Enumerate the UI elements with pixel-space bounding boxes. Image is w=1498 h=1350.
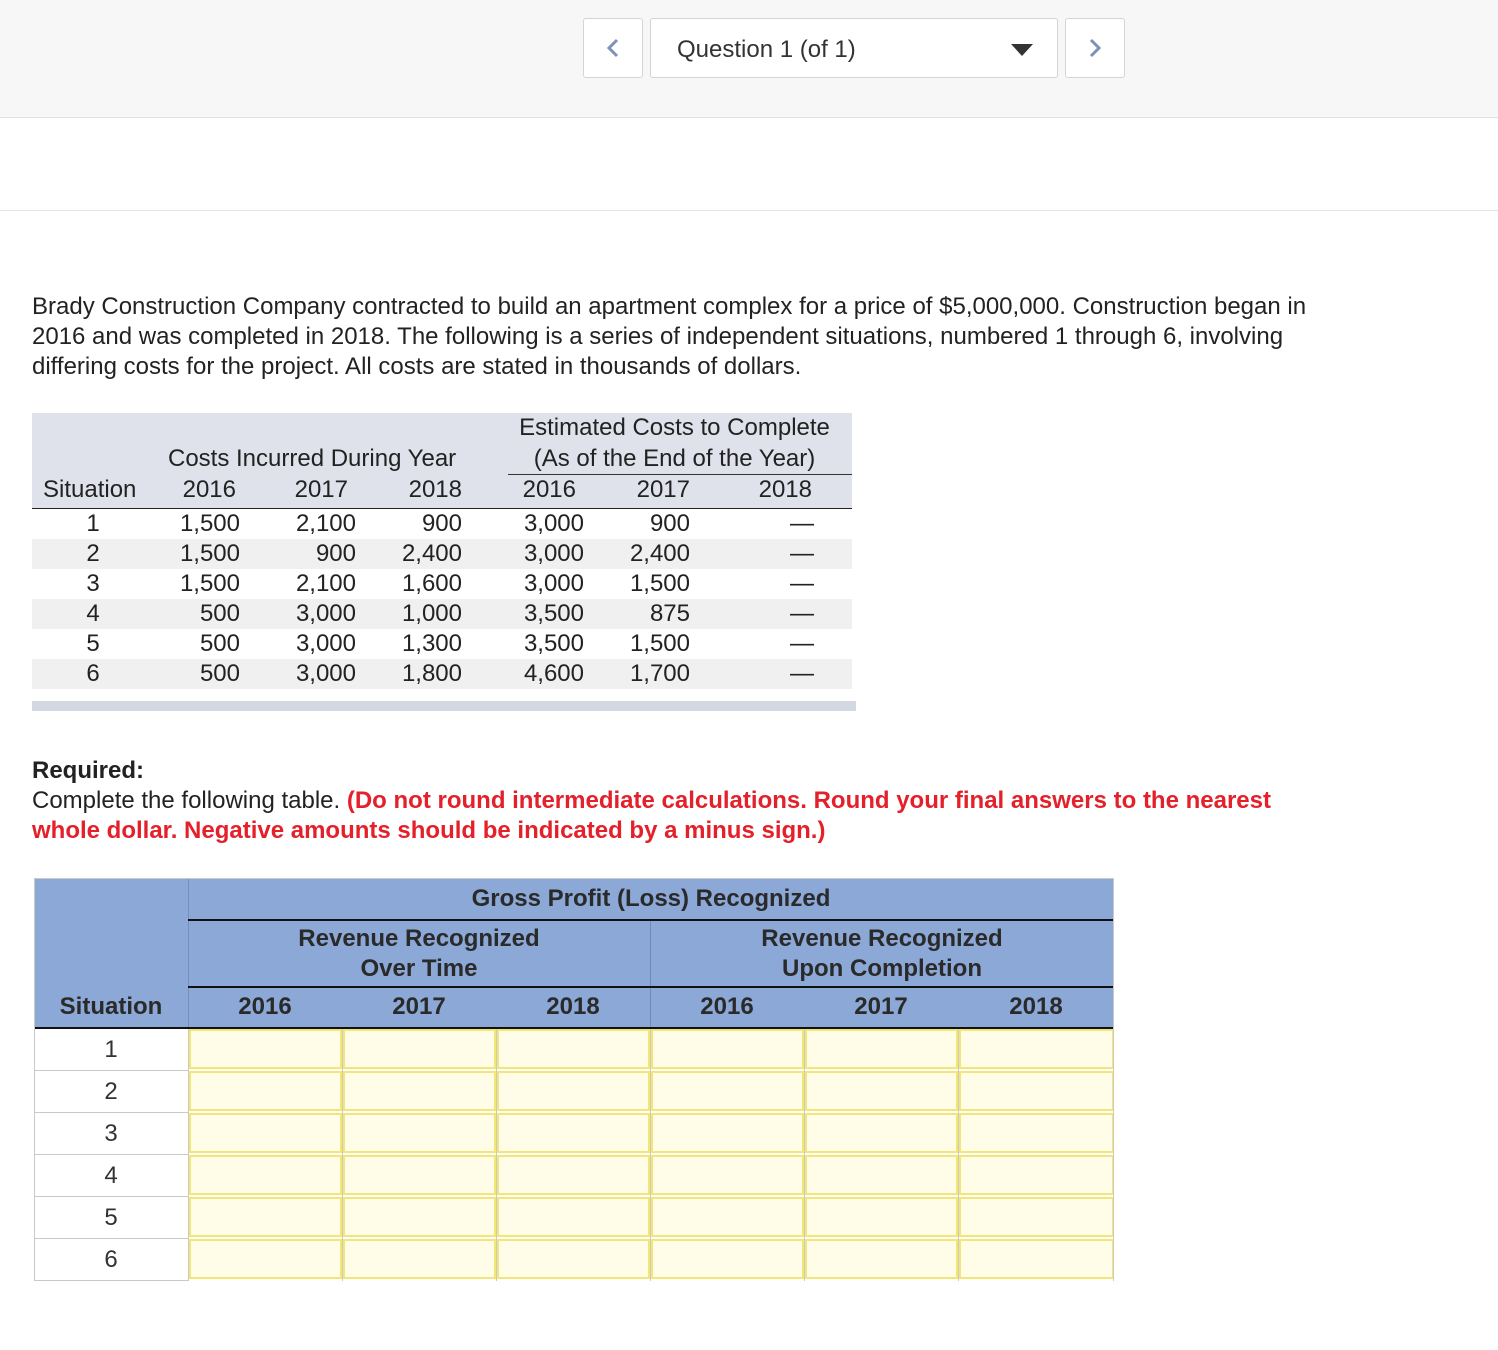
gross-profit-input[interactable] [805,1155,958,1195]
question-selector[interactable] [650,18,1058,78]
over-time-header-line2: Over Time [360,955,478,982]
gross-profit-input[interactable] [497,1029,650,1069]
year-header: 2017 [392,993,446,1020]
upon-completion-header-line2: Upon Completion [782,955,982,982]
cost-table-row [32,569,852,599]
cost-value: — [790,660,814,687]
gross-profit-input[interactable] [651,1071,804,1111]
gross-profit-input[interactable] [189,1071,342,1111]
answer-situation-label: 4 [34,1155,188,1197]
est-costs-header-line1: Estimated Costs to Complete [519,414,830,441]
gross-profit-input[interactable] [959,1239,1114,1279]
gross-profit-input[interactable] [805,1071,958,1111]
year-header: 2016 [182,476,236,503]
gross-profit-input[interactable] [959,1029,1114,1069]
year-header: 2017 [636,476,690,503]
question-nav-bar [0,0,1498,118]
cost-value: 500 [199,630,240,657]
est-costs-header-line2: (As of the End of the Year) [533,445,816,472]
gross-profit-input[interactable] [651,1113,804,1153]
answer-table [34,878,1114,1281]
cost-value: 2,400 [401,540,462,567]
gross-profit-header: Gross Profit (Loss) Recognized [471,885,831,912]
gross-profit-input[interactable] [805,1239,958,1279]
chevron-right-icon [1088,37,1102,59]
cost-value: 1,500 [179,510,240,537]
cost-table-body [32,509,852,689]
gross-profit-input[interactable] [343,1113,496,1153]
gross-profit-input[interactable] [189,1239,342,1279]
year-header: 2016 [522,476,576,503]
cost-value: 1,500 [179,570,240,597]
header-rule [188,919,1114,921]
required-text: Complete the following table. [32,787,341,814]
cost-value: 1,600 [401,570,462,597]
gross-profit-input[interactable] [343,1239,496,1279]
cost-value: 3,000 [295,660,356,687]
gross-profit-input[interactable] [651,1197,804,1237]
chevron-left-icon [606,37,620,59]
cost-value: 3,500 [523,630,584,657]
cost-value: 1,500 [179,540,240,567]
required-instruction: (Do not round intermediate calculations. Round your final answers to the nearest whole dollar. Negative amounts should be indicated by a minus sign.) [32,787,1271,844]
situation-header: Situation [59,993,163,1020]
cost-value: 500 [199,600,240,627]
situation-number: 6 [86,660,100,687]
answer-situation-label: 6 [34,1239,188,1281]
cost-value: 3,000 [523,540,584,567]
cost-value: 3,000 [295,600,356,627]
year-header: 2018 [408,476,462,503]
caret-down-icon [1011,44,1033,56]
gross-profit-input[interactable] [651,1239,804,1279]
column-divider [958,1029,959,1281]
gross-profit-input[interactable] [343,1155,496,1195]
cost-table-row [32,659,852,689]
gross-profit-input[interactable] [343,1071,496,1111]
column-divider [650,1029,651,1281]
column-divider [342,1029,343,1281]
cost-data-table [32,413,852,689]
situation-header: Situation [43,476,137,503]
divider [0,210,1498,211]
cost-value: — [790,540,814,567]
cost-table-row [32,509,852,539]
question-label: Question 1 (of 1) [677,36,856,63]
next-question-button[interactable] [1065,18,1125,78]
cost-value: 3,500 [523,600,584,627]
gross-profit-input[interactable] [651,1029,804,1069]
gross-profit-input[interactable] [959,1071,1114,1111]
cost-value: 1,500 [629,570,690,597]
year-header: 2018 [1009,993,1063,1020]
gross-profit-input[interactable] [651,1155,804,1195]
situation-number: 3 [86,570,100,597]
gross-profit-input[interactable] [805,1029,958,1069]
gross-profit-input[interactable] [959,1155,1114,1195]
cost-value: 3,000 [295,630,356,657]
column-divider [496,1029,497,1281]
column-divider [804,1029,805,1281]
cost-table-header [32,413,852,508]
cost-value: 1,300 [401,630,462,657]
table-border [34,878,35,1281]
cost-value: 500 [199,660,240,687]
answer-situation-label: 1 [34,1029,188,1071]
gross-profit-input[interactable] [497,1155,650,1195]
year-header: 2018 [758,476,812,503]
situation-number: 1 [86,510,100,537]
cost-value: 2,100 [295,570,356,597]
year-header: 2016 [238,993,292,1020]
cost-table-row [32,629,852,659]
year-header: 2017 [294,476,348,503]
cost-value: — [790,570,814,597]
situation-number: 5 [86,630,100,657]
gross-profit-input[interactable] [343,1197,496,1237]
table-border [1113,878,1114,1281]
year-header: 2017 [854,993,908,1020]
cost-value: 1,800 [401,660,462,687]
gross-profit-input[interactable] [497,1239,650,1279]
cost-value: — [790,510,814,537]
required-section [32,756,1332,846]
column-divider [188,1029,189,1281]
table-footer-bar [32,701,856,711]
gross-profit-input[interactable] [959,1197,1114,1237]
cost-table-row [32,539,852,569]
gross-profit-input[interactable] [959,1113,1114,1153]
cost-value: — [790,600,814,627]
cost-value: 2,100 [295,510,356,537]
answer-situation-label: 5 [34,1197,188,1239]
gross-profit-input[interactable] [189,1197,342,1237]
answer-situation-label: 2 [34,1071,188,1113]
upon-completion-header-line1: Revenue Recognized [761,925,1003,952]
cost-value: 1,000 [401,600,462,627]
gross-profit-input[interactable] [189,1155,342,1195]
required-title: Required: [32,757,145,784]
cost-value: 4,600 [523,660,584,687]
cost-value: 3,000 [523,510,584,537]
gross-profit-input[interactable] [189,1113,342,1153]
gross-profit-input[interactable] [497,1071,650,1111]
cost-value: 1,700 [629,660,690,687]
cost-value: 3,000 [523,570,584,597]
cost-value: — [790,630,814,657]
cost-value: 2,400 [629,540,690,567]
cost-value: 875 [649,600,690,627]
cost-value: 900 [649,510,690,537]
previous-question-button[interactable] [583,18,643,78]
gross-profit-input[interactable] [343,1029,496,1069]
year-header: 2018 [546,993,600,1020]
situation-number: 2 [86,540,100,567]
gross-profit-input[interactable] [805,1197,958,1237]
cost-value: 900 [421,510,462,537]
problem-text: Brady Construction Company contracted to build an apartment complex for a price of $5,000,000. Construction began in 2016 and was completed in 2018. The following is a series of independent situations, numbered 1 through 6, involving differing costs for the project. All costs are stated in thousands of dollars. [32,293,1307,380]
table-border [34,878,1114,879]
header-rule [188,986,1114,988]
gross-profit-input[interactable] [189,1029,342,1069]
year-header: 2016 [700,993,754,1020]
answer-situation-label: 3 [34,1113,188,1155]
cost-value: 900 [315,540,356,567]
over-time-header-line1: Revenue Recognized [298,925,540,952]
gross-profit-input[interactable] [805,1113,958,1153]
situation-number: 4 [86,600,100,627]
costs-incurred-header: Costs Incurred During Year [168,445,457,472]
cost-table-row [32,599,852,629]
gross-profit-input[interactable] [497,1113,650,1153]
gross-profit-input[interactable] [497,1197,650,1237]
cost-value: 1,500 [629,630,690,657]
